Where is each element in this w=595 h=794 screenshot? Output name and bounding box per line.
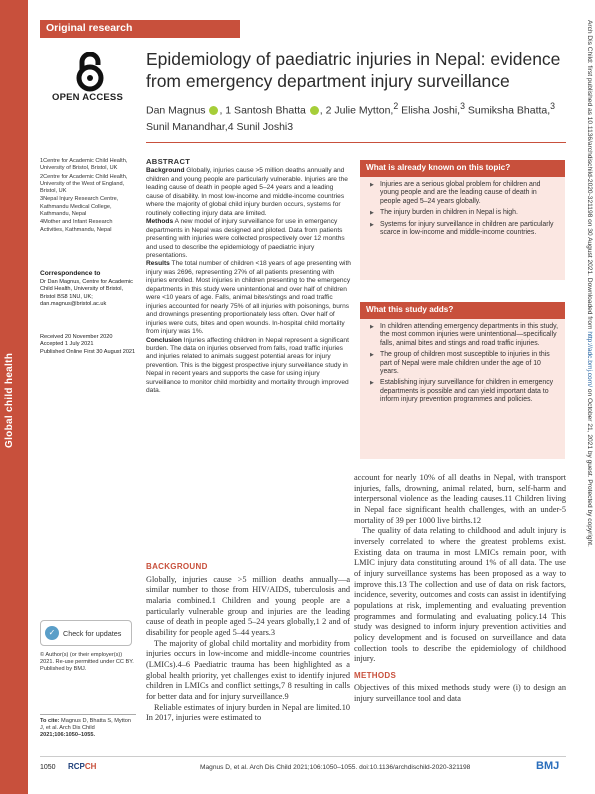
author-name[interactable]: Elisha Joshi,: [398, 104, 461, 117]
abstract-label: Methods: [146, 218, 174, 226]
abstract-background: [146, 167, 352, 218]
date-received: Received 20 November 2020: [40, 334, 113, 340]
abstract: [146, 158, 352, 396]
list-item: ▶ Injuries are a serious global problem for children and young people and are the leading cause of death in people aged 5–24 years globally.: [370, 181, 559, 206]
author-name[interactable]: Dan Magnus: [146, 104, 206, 117]
author-name[interactable]: Sumiksha Bhatta,: [464, 104, 551, 117]
rcpch-logo: [68, 762, 96, 771]
affiliation: 3Nepal Injury Research Centre, Kathmandu Medical College, Kathmandu, Nepal: [40, 196, 119, 218]
rcpch-logo-a: RCP: [68, 762, 85, 771]
section-heading: BACKGROUND: [146, 562, 208, 571]
journal-link[interactable]: http://adc.bmj.com/: [586, 331, 593, 388]
sidebar-section-label: Global child health: [4, 352, 15, 448]
known-box: [360, 160, 565, 280]
section-tag: Original research: [40, 20, 240, 38]
list-item: ▶ Systems for injury surveillance in children are particularly scarce in low-income and middle-income countries.: [370, 221, 559, 238]
abstract-text: A new model of injury surveillance for use in emergency departments in Nepal was designed and piloted. Data from patients presenting with injuries were collected prospectively over 12 months and used to describe the epidemiology of paediatric injury presentations.: [146, 218, 345, 259]
article-title: Epidemiology of paediatric injuries in Nepal: evidence from emergency department injury surveillance: [146, 49, 561, 91]
rcpch-logo-b: CH: [84, 762, 97, 771]
correspondence-heading: Correspondence to: [40, 270, 101, 277]
author-name[interactable]: , 1 Santosh Bhatta: [219, 104, 306, 117]
license-note: © Author(s) (or their employer(s)) 2021. Re-use permitted under CC BY. Published by BMJ.: [40, 652, 134, 673]
affiliation-ref: 3: [550, 101, 556, 111]
abstract-label: Results: [146, 260, 170, 268]
body-paragraph: The quality of data relating to childhood and adult injury is inversely correlated to where the greatest problems exist. Existing data on trauma in most LMICs remain poor, with LMIC injury data constituting around 1% of all data. The use of injury surveillance systems has been proposed as a way to improve this.13 The collection and use of data on risk factors, incidence, severity, outcomes and costs can assist in identifying populations at risk, implementing and evaluating prevention programmes and formulating and evaluating policy.14 This study was designed to inform injury prevention activities and policy development and is focused on surveillance and data collection tools to describe the epidemiology of childhood injury.: [354, 526, 566, 664]
orcid-icon[interactable]: [209, 106, 218, 115]
list-item: ▶ The injury burden in children in Nepal is high.: [370, 209, 559, 217]
footer-citation: Magnus D, et al. Arch Dis Child 2021;106:1050–1055. doi:10.1136/archdischild-2020-321198: [200, 764, 471, 771]
body-paragraph: The majority of global child mortality and morbidity from injuries occurs in low-income and middle-income countries (LMICs).4–6 Paediatric trauma has been highlighted as a global health priority, yet challenges exist to identify injured children in LMICs and conflict settings,7 8 resulting in calls for better data and for injury surveillance.9: [146, 638, 350, 701]
body-paragraph: Objectives of this mixed methods study were (i) to design an injury surveillance tool and data: [354, 683, 566, 704]
footer-divider: [40, 756, 566, 757]
affiliation: 2Centre for Academic Child Health, University of the West of England, Bristol, UK: [40, 173, 128, 195]
known-list: [360, 177, 565, 237]
open-access-icon: [68, 52, 112, 92]
rotated-citation-suffix: on October 21, 2021 by guest. Protected by copyright.: [586, 387, 593, 547]
adds-box: [360, 302, 565, 459]
adds-list: [360, 319, 565, 405]
date-published: Published Online First 30 August 2021: [40, 348, 136, 355]
affiliation-ref: 2: [393, 101, 399, 111]
crossmark-label: Check for updates: [63, 628, 122, 638]
affiliations: [40, 158, 136, 235]
body-paragraph: account for nearly 10% of all deaths in Nepal, with transport injuries, falls, drowning, animal related, burn, self-harm and interpersonal violence as the leading causes.11 Children living in Nepal face significant health challenges, with an under-5 mortality of 39 per 1000 live births.12: [354, 473, 566, 525]
title-divider: [146, 142, 566, 143]
abstract-text: Injuries affecting children in Nepal represent a significant burden. The data on injuries observed from falls, road traffic injuries and injuries related to animals suggest potential areas for injury prevention. This is the biggest prospective injury surveillance study in Nepal in recent years and supports the case for using injury surveillance to monitor child morbidity and mortality through improved data.: [146, 336, 349, 395]
right-column: [354, 473, 566, 705]
rotated-citation-prefix: Arch Dis Child: first published as 10.1136/archdischild-2020-321198 on 30 August 2021. Downloaded from: [586, 20, 593, 332]
adds-box-heading: What this study adds?: [360, 302, 565, 319]
abstract-text: Globally, injuries cause >5 million deaths annually and children and young people are particularly vulnerable. Injuries are the leading cause of death in people aged 5–24 years and a leading cause of disability. In most low-income and middle-income countries where the majority of global child injury burden occurs, systems for routinely collecting injury data are limited.: [146, 167, 348, 217]
rotated-citation: [579, 20, 593, 750]
author-line: Sunil Manandhar,4 Sunil Joshi3: [146, 120, 294, 133]
abstract-methods: [146, 218, 352, 260]
page-number: 1050: [40, 764, 56, 771]
abstract-conclusion: [146, 337, 352, 396]
abstract-label: Conclusion: [146, 336, 182, 344]
cite-text: Magnus D, Bhatta S, Mytton J, et al. Arch Dis Child: [40, 718, 132, 732]
affiliation: 1Centre for Academic Child Health, University of Bristol, Bristol, UK: [40, 158, 128, 172]
abstract-heading: ABSTRACT: [146, 157, 191, 166]
check-for-updates-button[interactable]: [40, 620, 132, 646]
list-item: ▶ In children attending emergency departments in this study, the most common injuries were unintentional—specifically falls, animal bites and stings and road traffic injuries.: [370, 323, 559, 348]
abstract-label: Background: [146, 167, 185, 175]
body-paragraph: Globally, injuries cause >5 million deaths annually—a similar number to those from HIV/AIDS, tuberculosis and malaria combined.1 Children and young people are a particularly vulnerable group and injuries are the leading cause of death in people aged 5–24 years globally,1 2 and of disability for people aged 5–44 years.3: [146, 574, 350, 637]
open-access-label: OPEN ACCESS: [52, 92, 124, 103]
list-item: ▶ The group of children most susceptible to injuries in this part of Nepal were male children under the age of 10 years.: [370, 351, 559, 376]
section-heading: METHODS: [354, 670, 397, 680]
abstract-results: [146, 260, 352, 336]
crossmark-icon: ✓: [45, 626, 59, 640]
article-dates: [40, 334, 136, 356]
correspondence-body: Dr Dan Magnus, Centre for Academic Child Health, University of Bristol, Bristol BS8 1NU, UK; dan.magnus@bristol.ac.uk: [40, 279, 133, 307]
abstract-text: The total number of children <18 years of age presenting with injury was 2696, representing 27% of all patients presenting with injuries enrolled. Most injuries in children presenting to the emergency departments in this study were unintentional and over half of children were <10 years of age. Falls, animal bites/stings and road traffic injuries accounted for nearly 75% of all injuries with poisonings, burns and drownings presenting proportionately less often. Over half of injuries were cuts, bites and open wounds. In-hospital child mortality from injury was 1%.: [146, 260, 351, 336]
cite-label: To cite:: [40, 718, 60, 724]
author-name[interactable]: , 2 Julie Mytton,: [319, 104, 394, 117]
author-list: [146, 98, 566, 135]
affiliation: 4Mother and Infant Research Activities, Kathmandu, Nepal: [40, 219, 113, 233]
cite-volume: 2021;106:1050–1055.: [40, 732, 96, 739]
background-section: [146, 562, 350, 724]
date-accepted: Accepted 1 July 2021: [40, 341, 94, 348]
list-item: ▶ Establishing injury surveillance for children in emergency departments is possible and can yield important data to inform injury prevention programmes and policies.: [370, 379, 559, 404]
body-paragraph: Reliable estimates of injury burden in Nepal are limited.10 In 2017, injuries were estimated to: [146, 702, 350, 723]
cite-box: [40, 714, 136, 740]
affiliation-ref: 3: [460, 101, 465, 111]
known-box-heading: What is already known on this topic?: [360, 160, 565, 177]
bmj-logo: BMJ: [536, 760, 560, 772]
orcid-icon[interactable]: [310, 106, 319, 115]
